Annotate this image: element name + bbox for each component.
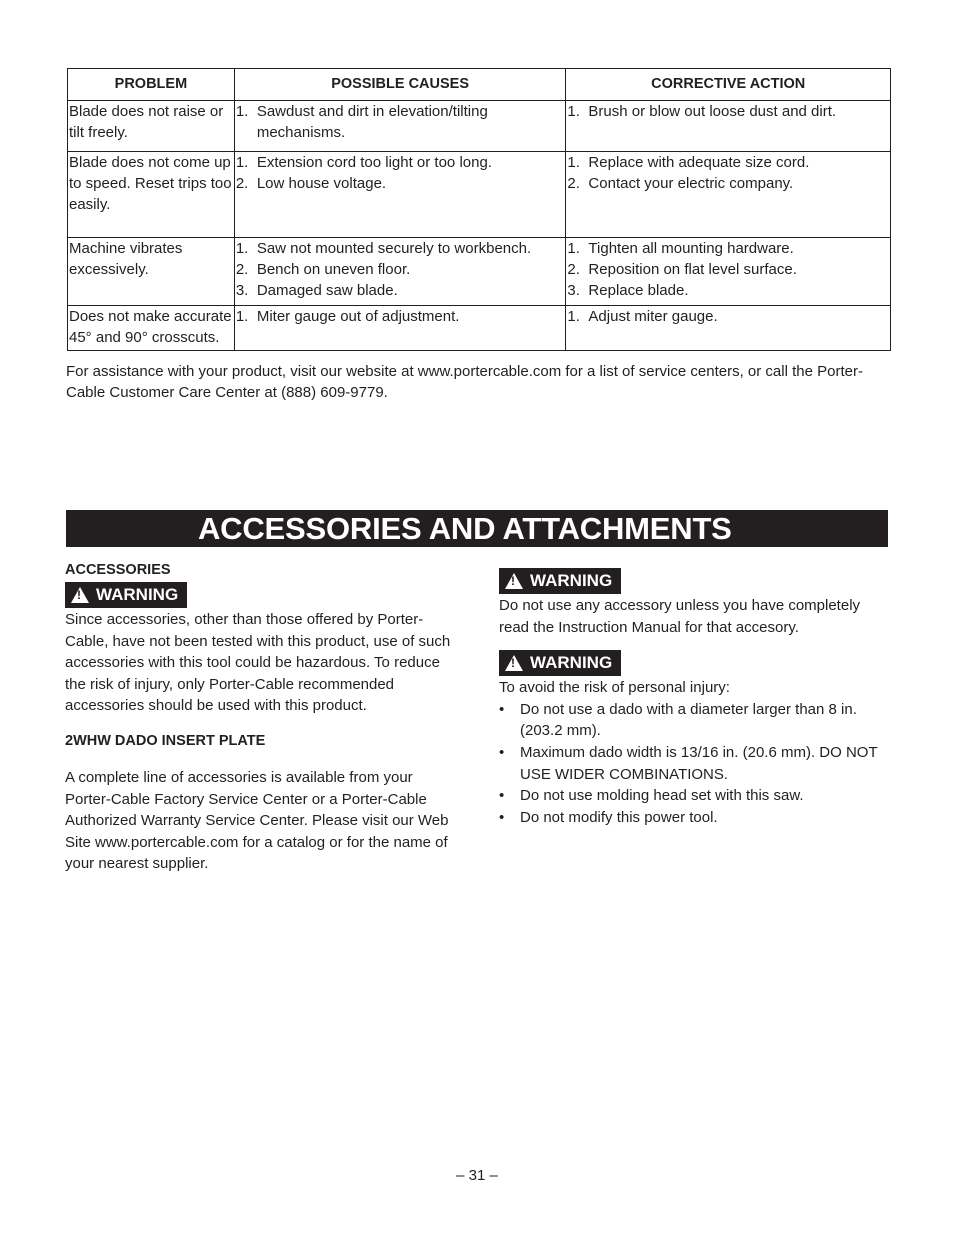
warning-triangle-icon — [505, 573, 523, 589]
left-column — [65, 560, 455, 875]
header-problem: PROBLEM — [68, 69, 235, 101]
bullet-icon: • — [499, 743, 505, 761]
bullet-icon: • — [499, 787, 505, 805]
header-possible-causes: POSSIBLE CAUSES — [234, 69, 566, 101]
list-item: • Do not use a dado with a diameter larger than 8 in. (203.2 mm). — [499, 699, 889, 742]
problem-cell — [68, 306, 235, 351]
causes-cell — [234, 238, 566, 306]
injury-warning-intro: To avoid the risk of personal injury: — [499, 679, 730, 697]
warning-label — [65, 582, 187, 608]
list-item: 1. Tighten all mounting hardware. — [567, 240, 794, 257]
page-number: – 31 – — [456, 1167, 498, 1184]
problem-text: Blade does not come up to speed. Reset trips too easily. — [69, 154, 232, 213]
problem-cell — [68, 101, 235, 152]
list-item: 3. Replace blade. — [567, 282, 689, 299]
warning-label — [499, 568, 621, 594]
right-column — [499, 568, 889, 828]
list-item: 1. Miter gauge out of adjustment. — [235, 308, 460, 325]
section-banner — [66, 510, 888, 547]
catalog-paragraph: A complete line of accessories is available from your Porter-Cable Factory Service Center or a Porter-Cable Authorized Warranty Service Center. Please visit our Web Site www.portercable.com for a catalog or for the name of your nearest supplier. — [65, 768, 449, 873]
problem-text: Machine vibrates excessively. — [69, 240, 183, 278]
list-item: 1. Sawdust and dirt in elevation/tilting mechanisms. — [235, 103, 488, 141]
list-item: 1. Replace with adequate size cord. — [567, 154, 810, 171]
actions-cell — [566, 306, 891, 351]
list-item: 2. Reposition on flat level surface. — [567, 261, 797, 278]
problem-text: Blade does not raise or tilt freely. — [69, 103, 224, 141]
causes-cell — [234, 306, 566, 351]
accessories-warning-text: Since accessories, other than those offered by Porter-Cable, have not been tested with this product, use of such accessories with this tool could be hazardous. To reduce the risk of injury, only Porter-Cable recommended accessories should be used with this product. — [65, 611, 451, 715]
problem-text: Does not make accurate 45° and 90° crosscuts. — [69, 308, 232, 346]
warning-label-text: WARNING — [530, 571, 613, 590]
actions-cell — [566, 101, 891, 152]
table-row — [68, 152, 891, 238]
table-row — [68, 101, 891, 152]
bullet-icon: • — [499, 700, 505, 718]
table-header-row — [68, 69, 891, 101]
warning-label — [499, 650, 621, 676]
list-item: 1. Adjust miter gauge. — [567, 308, 718, 325]
list-item: • Do not use molding head set with this saw. — [499, 785, 889, 807]
table-row — [68, 238, 891, 306]
problem-cell — [68, 152, 235, 238]
dado-insert-heading: 2WHW DADO INSERT PLATE — [65, 732, 266, 749]
bullet-icon: • — [499, 808, 505, 826]
table-row — [68, 306, 891, 351]
list-item: 1. Saw not mounted securely to workbench. — [235, 240, 532, 257]
actions-cell — [566, 152, 891, 238]
list-item: 2. Contact your electric company. — [567, 175, 794, 192]
list-item: 2. Low house voltage. — [235, 175, 387, 192]
warning-label-text: WARNING — [96, 585, 179, 604]
actions-cell — [566, 238, 891, 306]
warning-triangle-icon — [505, 655, 523, 671]
causes-cell — [234, 101, 566, 152]
list-item: 2. Bench on uneven floor. — [235, 261, 411, 278]
troubleshooting-table — [67, 68, 891, 351]
assistance-paragraph: For assistance with your product, visit our website at www.portercable.com for a list of service centers, or call the Porter-Cable Customer Care Center at (888) 609-9779. — [66, 363, 863, 401]
injury-warning-list — [499, 699, 889, 829]
manual-warning-text: Do not use any accessory unless you have completely read the Instruction Manual for that accesory. — [499, 597, 861, 636]
causes-cell — [234, 152, 566, 238]
warning-label-text: WARNING — [530, 653, 613, 673]
header-corrective-action: CORRECTIVE ACTION — [566, 69, 891, 101]
warning-triangle-icon — [71, 587, 89, 603]
list-item: 1. Brush or blow out loose dust and dirt. — [567, 103, 837, 120]
list-item: • Do not modify this power tool. — [499, 807, 889, 829]
list-item: • Maximum dado width is 13/16 in. (20.6 mm). DO NOT USE WIDER COMBINATIONS. — [499, 742, 889, 785]
accessories-heading: ACCESSORIES — [65, 562, 171, 578]
problem-cell — [68, 238, 235, 306]
section-title: ACCESSORIES AND ATTACHMENTS — [198, 511, 732, 546]
list-item: 1. Extension cord too light or too long. — [235, 154, 492, 171]
list-item: 3. Damaged saw blade. — [235, 282, 398, 299]
